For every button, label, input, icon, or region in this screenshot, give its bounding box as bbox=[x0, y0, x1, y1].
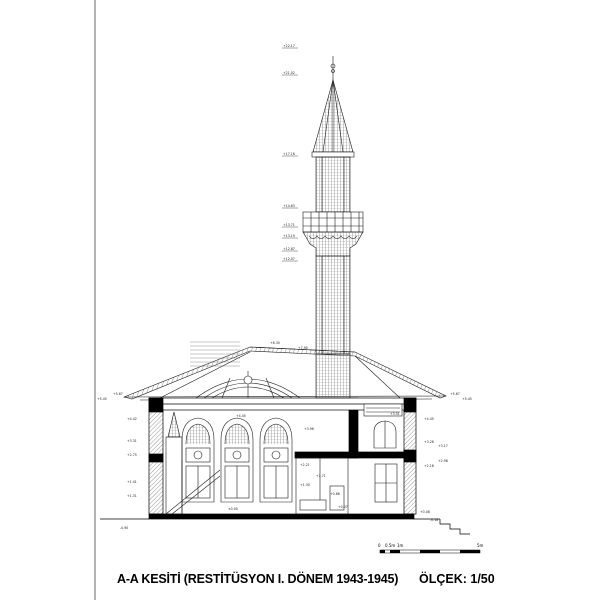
right-level-minus-0-18: -0.18 bbox=[430, 518, 439, 522]
left-level-4-42: +4.42 bbox=[127, 417, 137, 421]
roof-level-left-5-45: +5.45 bbox=[97, 397, 107, 401]
left-level-minus-0-90: -0.90 bbox=[120, 526, 129, 530]
int-level-4-45: +4.45 bbox=[236, 414, 246, 418]
drawing-scale: ÖLÇEK: 1/50 bbox=[419, 572, 495, 586]
int-level-0-00: ±0.00 bbox=[228, 507, 238, 511]
roof-level-right-5-67: +5.67 bbox=[450, 392, 460, 396]
right-level-2-18: +2.18 bbox=[424, 464, 434, 468]
drawing-title: A-A KESİTİ (RESTİTÜSYON I. DÖNEM 1943-1945) bbox=[117, 572, 399, 586]
scale-tick-5m: 5m bbox=[477, 543, 484, 548]
right-level-0-08: +0.08 bbox=[420, 510, 430, 514]
level-12-07: +12.07 bbox=[283, 257, 295, 261]
scale-tick-0-5m: 0.5m bbox=[385, 543, 396, 548]
roof-level-8-30: +8.30 bbox=[270, 341, 280, 345]
roof bbox=[124, 347, 446, 400]
int-level-3-51: +3.51 bbox=[390, 412, 400, 416]
level-21-02: +21.02 bbox=[283, 71, 295, 75]
int-level-0-86: +0.86 bbox=[330, 492, 340, 496]
scale-tick-0: 0 bbox=[378, 543, 381, 548]
scale-bar bbox=[380, 550, 480, 553]
int-level-0-07: +0.07 bbox=[338, 505, 348, 509]
roof-level-right-5-45: +5.45 bbox=[462, 397, 472, 401]
int-level-1-30: +1.30 bbox=[300, 483, 310, 487]
left-level-1-41: +1.41 bbox=[127, 480, 137, 484]
arched-window-3 bbox=[260, 418, 292, 502]
left-level-2-75: +2.75 bbox=[127, 453, 137, 457]
right-level-4-45: +4.45 bbox=[424, 417, 434, 421]
roof-level-7-90: +7.90 bbox=[298, 346, 308, 350]
scale-tick-1m: 1m bbox=[397, 543, 404, 548]
minaret-base bbox=[316, 354, 350, 398]
left-level-3-31: +3.31 bbox=[127, 439, 137, 443]
level-17-16: +17.16 bbox=[283, 152, 295, 156]
int-level-2-21: +2.21 bbox=[300, 463, 310, 467]
int-level-1-71: +1.71 bbox=[316, 474, 326, 478]
level-13-71: +13.71 bbox=[283, 223, 295, 227]
arched-window-1 bbox=[182, 418, 214, 502]
int-level-3-96: +3.96 bbox=[304, 427, 314, 431]
right-level-2-98: +2.98 bbox=[438, 459, 448, 463]
right-level-3-26: +3.26 bbox=[424, 440, 434, 444]
minaret bbox=[303, 56, 363, 354]
right-level-3-17: +3.17 bbox=[438, 444, 448, 448]
left-level-1-31: +1.31 bbox=[127, 494, 137, 498]
level-22-17: +22.17 bbox=[283, 44, 295, 48]
arched-windows bbox=[182, 418, 292, 502]
level-14-63: +14.63 bbox=[283, 204, 295, 208]
level-12-87: +12.87 bbox=[283, 247, 295, 251]
ceiling-dome bbox=[196, 371, 300, 398]
arched-window-2 bbox=[221, 418, 253, 502]
level-13-19: +13.19 bbox=[283, 234, 295, 238]
roof-level-left-5-67: +5.67 bbox=[113, 392, 123, 396]
